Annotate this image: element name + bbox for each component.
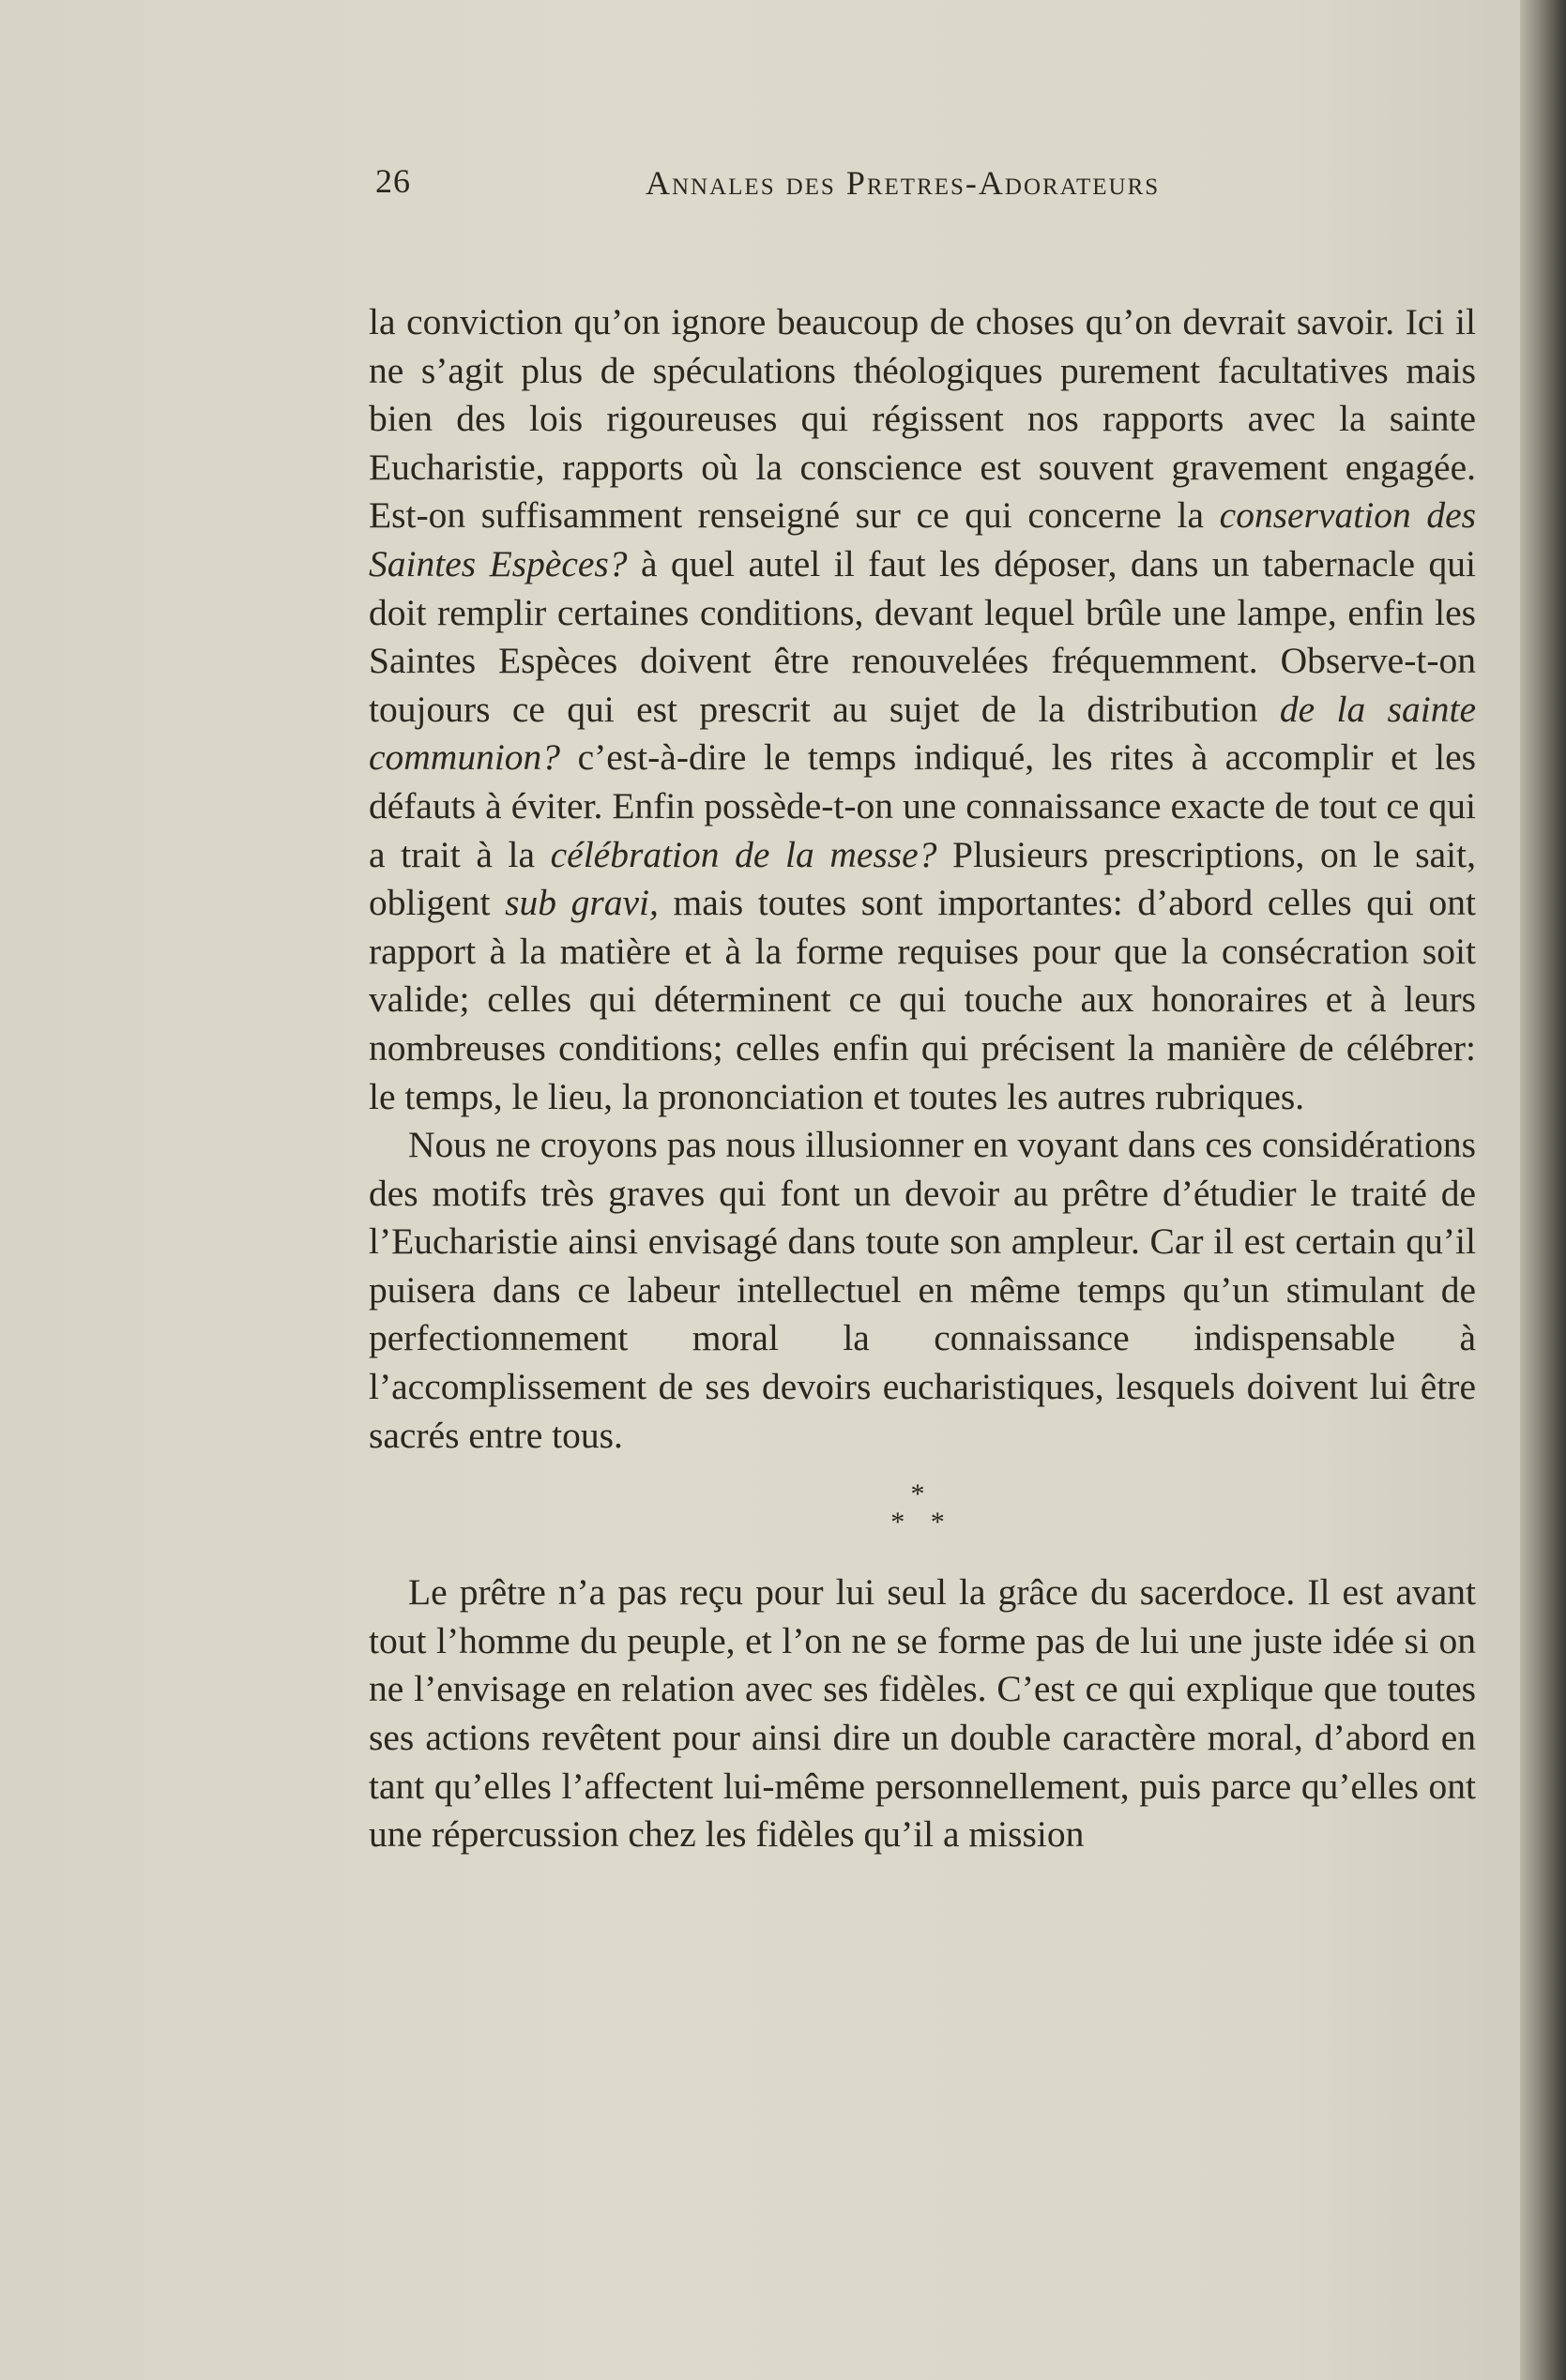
asterism-top: * — [910, 1478, 935, 1510]
asterism — [369, 1480, 1476, 1537]
running-title: Annales des Pretres-Adorateurs — [646, 164, 1161, 202]
italic-conservation: conservation des Saintes Espèces? — [369, 494, 1476, 584]
asterism-bottom: * * — [890, 1507, 954, 1539]
italic-celebration: célébration de la messe? — [550, 833, 937, 875]
paragraph-3: Le prêtre n’a pas reçu pour lui seul la grâce du sacerdoce. Il est avant tout l’homme du peuple, et l’on ne se forme pas de lui une juste idée si on ne l’envisage en relation avec ses fidèles. C’est ce qui explique que toutes ses actions revêtent pour ainsi dire un double caractère moral, d’abord en tant qu’elles l’affectent lui-même personnellement, puis parce qu’elles ont une répercussion chez les fidèles qu’il a mission — [369, 1571, 1476, 1856]
paragraph-1-text-4: Plusieurs prescriptions, on le sait, obligent — [369, 833, 1476, 924]
italic-sub-gravi: sub gravi, — [505, 882, 659, 924]
paragraph-1-text-1: la conviction qu’on ignore beaucoup de choses qu’on devrait savoir. Ici il ne s’agit plus de spéculations théologiques purement facultatives mais bien des lois rigoureuses qui régissent nos rapports avec la sainte Eucharistie, rapports où la conscience est souvent gravement engagée. Est-on suffisamment renseigné sur ce qui concerne la — [369, 301, 1476, 537]
paragraph-2: Nous ne croyons pas nous illusionner en voyant dans ces considérations des motifs très graves qui font un devoir au prêtre d’étudier le traité de l’Eucharistie ainsi envisagé dans toute son ampleur. Car il est certain qu’il puisera dans ce labeur intellectuel en même temps qu’un stimulant de perfectionnement moral la connaissance indispensable à l’accomplissement de ses devoirs eucharistiques, lesquels doivent lui être sacrés entre tous. — [369, 1124, 1476, 1456]
paragraph-1 — [369, 298, 1476, 1121]
page-edge-shadow — [1520, 0, 1566, 2380]
paragraph-1-text-3: c’est-à-dire le temps indiqué, les rites à accomplir et les défauts à éviter. Enfin possède-t-on une connaissance exacte de tout ce qui a trait à la — [369, 736, 1476, 875]
page-number: 26 — [375, 162, 411, 200]
running-head — [375, 161, 1482, 218]
paragraph-1-text-5: mais toutes sont importantes: d’abord celles qui ont rapport à la matière et à la forme requises pour que la consécration soit valide; celles qui déterminent ce qui touche aux honoraires et à leurs nombreuses conditions; celles enfin qui précisent la manière de célébrer: le temps, le lieu, la prononciation et toutes les autres rubriques. — [369, 882, 1477, 1117]
body-text — [369, 298, 1476, 1859]
italic-communion: de la sainte communion? — [369, 688, 1476, 779]
paragraph-1-text-2: à quel autel il faut les déposer, dans un tabernacle qui doit remplir certaines conditions, devant lequel brûle une lampe, enfin les Saintes Espèces doivent être renouvelées fréquemment. Observe-t-on toujours ce qui est prescrit au sujet de la distribution — [369, 542, 1477, 730]
